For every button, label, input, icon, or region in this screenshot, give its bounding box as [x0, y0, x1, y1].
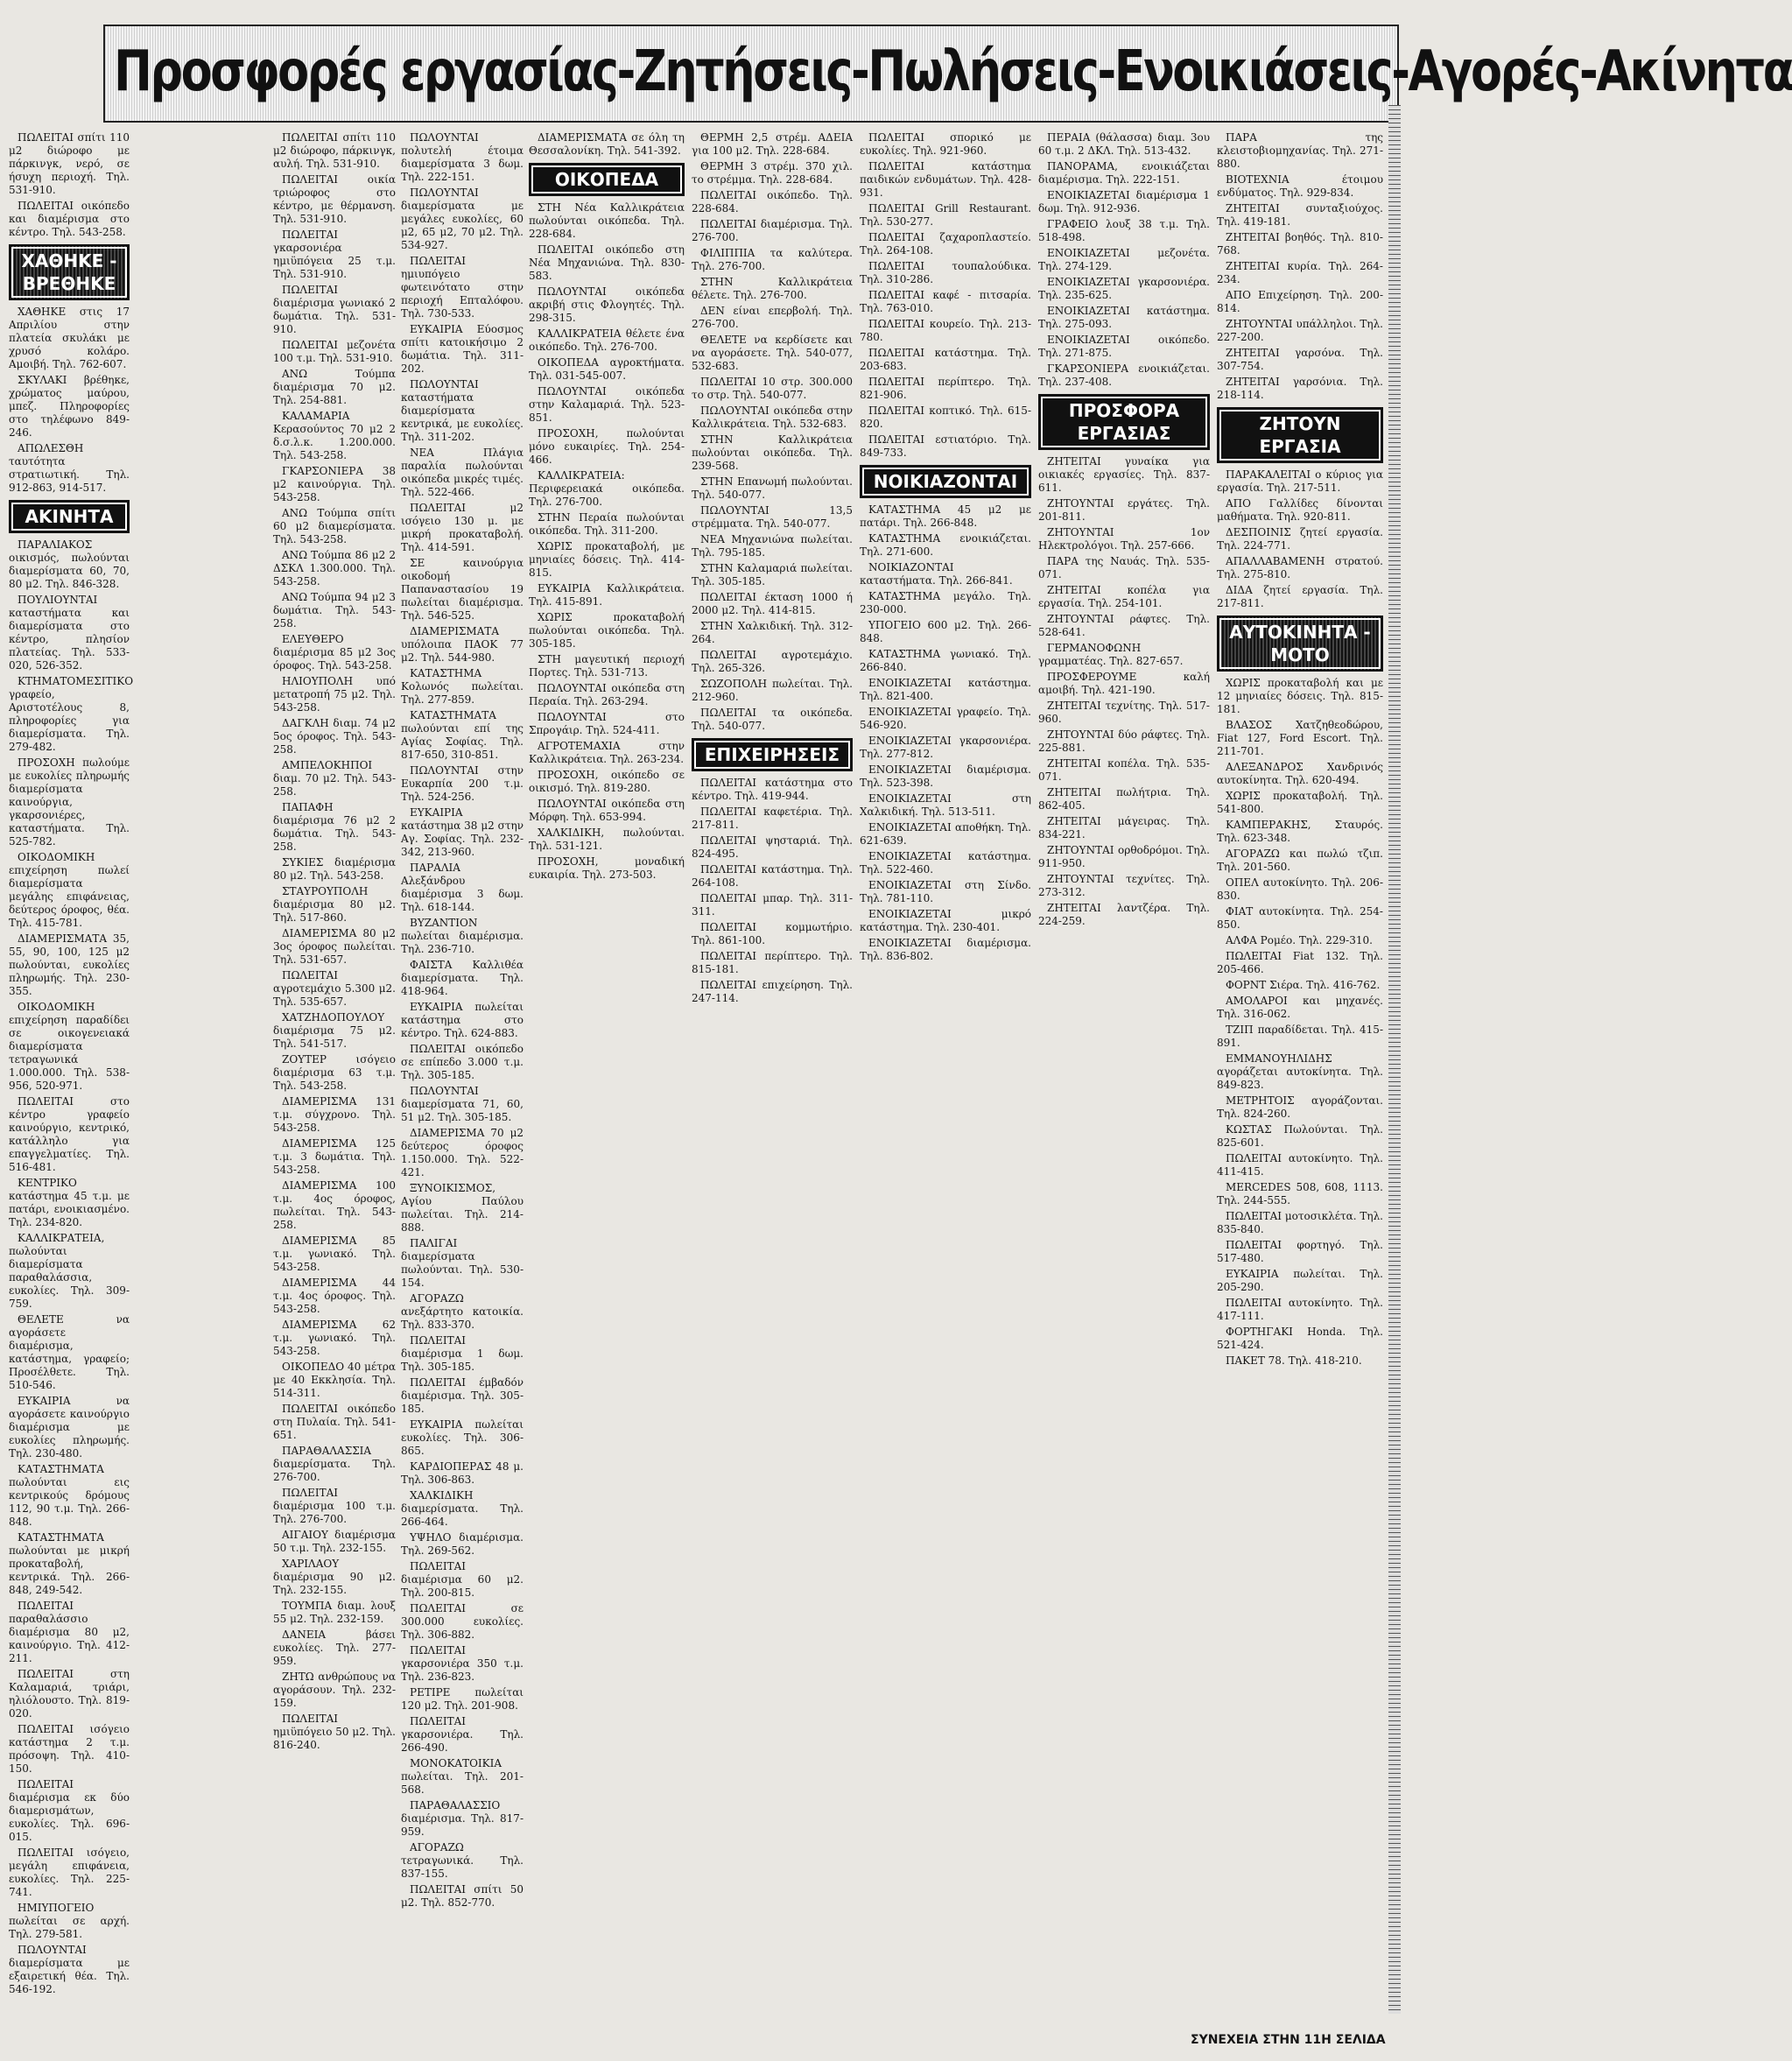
classified-ad: ΣΤΗΝ Επανωμή πωλούνται. Τηλ. 540-077. — [692, 475, 853, 501]
classified-ad: ΠΩΛΕΙΤΑΙ σπορικό με ευκολίες. Τηλ. 921-960. — [860, 131, 1031, 157]
classified-ad: ΒΥΖΑΝΤΙΟΝ πωλείται διαμέρισμα. Τηλ. 236-710. — [401, 917, 524, 955]
classified-ad: ΑΜΠΕΛΟΚΗΠΟΙ διαμ. 70 μ2. Τηλ. 543-258. — [273, 759, 396, 798]
classified-ad: ΠΑΡΑΚΑΛΕΙΤΑΙ ο κύριος για εργασία. Τηλ. 217-511. — [1217, 468, 1383, 494]
classified-ad: ΠΩΛΕΙΤΑΙ διαμέρισμα 100 τ.μ. Τηλ. 276-700. — [273, 1487, 396, 1525]
classified-ad: ΠΩΛΕΙΤΑΙ γκαρσονιέρα. Τηλ. 266-490. — [401, 1715, 524, 1754]
classified-column — [401, 131, 524, 2049]
classified-ad: ΠΡΟΣΦΕΡΟΥΜΕ καλή αμοιβή. Τηλ. 421-190. — [1038, 671, 1210, 696]
classified-ad: ΠΑΚΕΤ 78. Τηλ. 418-210. — [1226, 1354, 1362, 1367]
classified-ad: ΔΙΑΜΕΡΙΣΜΑΤΑ υπόλοιπα ΠΑΟΚ 77 μ2. Τηλ. 544-980. — [401, 625, 524, 664]
classified-ad: ΕΝΟΙΚΙΑΖΕΤΑΙ γκαρσονιέρα. Τηλ. 277-812. — [860, 735, 1031, 760]
classified-ad: ΠΑΡΑΛΙΑΚΟΣ οικισμός, πωλούνται διαμερίσματα 60, 70, 80 μ2. Τηλ. 846-328. — [9, 538, 130, 590]
classified-ad: ΠΩΛΕΙΤΑΙ έμβαδόν διαμέρισμα. Τηλ. 305-185. — [401, 1376, 524, 1415]
classified-ad: ΠΩΛΕΙΤΑΙ μεζονέτα 100 τ.μ. Τηλ. 531-910. — [273, 339, 396, 364]
classified-ad: ΑΠΑΛΛΑΒΑΜΕΝΗ στρατού. Τηλ. 275-810. — [1217, 555, 1383, 580]
classified-ad: ΠΟΥΛΙΟΥΝΤΑΙ καταστήματα και διαμερίσματα στο κέντρο, πλησίον πλατείας. Τηλ. 533-020, 526-352. — [9, 594, 130, 672]
classified-ad: ΝΕΑ Πλάγια παραλία πωλούνται οικόπεδα μικρές τιμές. Τηλ. 522-466. — [401, 447, 524, 498]
classified-ad: ΖΗΤΟΥΝΤΑΙ ράφτες. Τηλ. 528-641. — [1038, 613, 1210, 638]
classified-ad: ΝΕΑ Μηχανιώνα πωλείται. Τηλ. 795-185. — [692, 533, 853, 559]
classified-ad: ΕΝΟΙΚΙΑΖΕΤΑΙ στη Σίνδο. Τηλ. 781-110. — [860, 879, 1031, 904]
side-strip — [1388, 105, 1401, 2014]
classified-ad: ΦΟΡΤΗΓΑΚΙ Honda. Τηλ. 521-424. — [1217, 1326, 1383, 1351]
classified-ad: ΣΤΗ μαγευτική περιοχή Πορτες. Τηλ. 531-713. — [529, 653, 685, 679]
classified-ad: ΑΠΩΛΕΣΘΗ ταυτότητα στρατιωτική. Τηλ. 912-863, 914-517. — [9, 442, 130, 494]
classified-column — [860, 131, 1031, 2049]
classified-ad: ΟΙΚΟΠΕΔΟ 40 μέτρα με 40 Εκκλησία. Τηλ. 514-311. — [273, 1361, 396, 1399]
classified-ad: ΠΩΛΕΙΤΑΙ μοτοσικλέτα. Τηλ. 835-840. — [1217, 1210, 1383, 1235]
classified-ad: ΟΙΚΟΔΟΜΙΚΗ επιχείρηση πωλεί διαμερίσματα μεγάλης επιφάνειας, δεύτερος όροφος, θέα. Τηλ. 415-781. — [9, 851, 130, 929]
classified-ad: ΖΗΤΟΥΝΤΑΙ ορθοδρόμοι. Τηλ. 911-950. — [1038, 844, 1210, 869]
classified-ad: ΣΤΑΥΡΟΥΠΟΛΗ διαμέρισμα 80 μ2. Τηλ. 517-860. — [273, 885, 396, 924]
classified-ad: ΠΩΛΕΙΤΑΙ καφετέρια. Τηλ. 217-811. — [692, 805, 853, 831]
classified-ad: ΠΩΛΟΥΝΤΑΙ στο Σπρογάιρ. Τηλ. 524-411. — [529, 711, 685, 736]
classified-ad: ΔΕΝ είναι επερβολή. Τηλ. 276-700. — [692, 305, 853, 330]
classified-ad: ΠΩΛΕΙΤΑΙ τουπαλούδικα. Τηλ. 310-286. — [860, 260, 1031, 285]
classified-ad: ΠΩΛΕΙΤΑΙ διαμέρισμα 60 μ2. Τηλ. 200-815. — [401, 1560, 524, 1599]
classified-ad: ΦΑΙΣΤΑ Καλλιθέα διαμερίσματα. Τηλ. 418-964. — [401, 959, 524, 997]
classified-ad: ΟΙΚΟΔΟΜΙΚΗ επιχείρηση παραδίδει σε οικογενειακά διαμερίσματα τετραγωνικά 1.000.000. Τηλ. 538-956, 520-971. — [9, 1001, 130, 1092]
classified-ad: ΕΥΚΑΙΡΙΑ Εύοσμος σπίτι κατοικήσιμο 2 δωμάτια. Τηλ. 311-202. — [401, 323, 524, 375]
classified-ad: ΕΝΟΙΚΙΑΖΕΤΑΙ μεζονέτα. Τηλ. 274-129. — [1038, 247, 1210, 272]
classified-ad: ΠΩΛΕΙΤΑΙ κατάστημα. Τηλ. 203-683. — [860, 347, 1031, 372]
banner-title: Προσφορές εργασίας-Ζητήσεις-Πωλήσεις-Ενοικιάσεις-Αγορές-Ακίνητα — [114, 39, 1792, 104]
classified-ad: ΧΑΛΚΙΔΙΚΗ διαμερίσματα. Τηλ. 266-464. — [401, 1489, 524, 1528]
classified-ad: ΔΙΔΑ ζητεί εργασία. Τηλ. 217-811. — [1217, 584, 1383, 609]
classified-ad: ΑΠΟ Γαλλίδες δίνονται μαθήματα. Τηλ. 920-811. — [1217, 497, 1383, 523]
classified-ad: ΠΩΛΕΙΤΑΙ οικόπεδο στη Πυλαία. Τηλ. 541-651. — [273, 1403, 396, 1441]
classified-ad: ΔΙΑΜΕΡΙΣΜΑ 85 τ.μ. γωνιακό. Τηλ. 543-258. — [273, 1234, 396, 1273]
classified-ad: ΣΤΗ Νέα Καλλικράτεια πωλούνται οικόπεδα. Τηλ. 228-684. — [529, 201, 685, 240]
classified-ad: ΖΗΤΕΙΤΑΙ πωλήτρια. Τηλ. 862-405. — [1038, 786, 1210, 812]
classified-ad: ΠΩΛΕΙΤΑΙ ημιϋπόγειο 50 μ2. Τηλ. 816-240. — [273, 1713, 396, 1751]
classified-ad: ΣΕ καινούργια οικοδομή Παπαναστασίου 19 πωλείται διαμέρισμα. Τηλ. 546-525. — [401, 557, 524, 622]
classified-ad: ΑΓΡΟΤΕΜΑΧΙΑ στην Καλλικράτεια. Τηλ. 263-234. — [529, 740, 685, 765]
classified-ad: ΘΕΡΜΗ 3 στρέμ. 370 χιλ. το στρέμμα. Τηλ. 228-684. — [692, 160, 853, 186]
classified-ad: ΠΩΛΕΙΤΑΙ ζαχαροπλαστείο. Τηλ. 264-108. — [860, 231, 1031, 257]
classified-ad: ΣΤΗΝ Περαία πωλούνται οικόπεδα. Τηλ. 311-200. — [529, 511, 685, 537]
classified-ad: ΠΩΛΕΙΤΑΙ καφέ - πιτσαρία. Τηλ. 763-010. — [860, 289, 1031, 314]
classified-ad: ΕΥΚΑΙΡΙΑ κατάστημα 38 μ2 στην Αγ. Σοφίας. Τηλ. 232-342, 213-960. — [401, 806, 524, 858]
classified-ad: ΠΩΛΕΙΤΑΙ περίπτερο. Τηλ. 821-906. — [860, 376, 1031, 401]
classified-ad: ΠΩΛΕΙΤΑΙ φορτηγό. Τηλ. 517-480. — [1217, 1239, 1383, 1264]
classified-ad: ΚΑΤΑΣΤΗΜΑΤΑ πωλούνται εις κεντρικούς δρόμους 112, 90 τ.μ. Τηλ. 266-848. — [9, 1463, 130, 1528]
classified-ad: ΕΥΚΑΙΡΙΑ πωλείται ευκολίες. Τηλ. 306-865. — [401, 1418, 524, 1457]
classified-ad: ΖΗΤΕΙΤΑΙ κοπέλα για εργασία. Τηλ. 254-101. — [1038, 584, 1210, 609]
classified-ad: ΜΟΝΟΚΑΤΟΙΚΙΑ πωλείται. Τηλ. 201-568. — [401, 1757, 524, 1796]
classified-ad: ΚΑΤΑΣΤΗΜΑΤΑ πωλούνται με μικρή προκαταβολή, κεντρικά. Τηλ. 266-848, 249-542. — [9, 1531, 130, 1596]
classified-ad: ΔΙΑΜΕΡΙΣΜΑ 70 μ2 δεύτερος όροφος 1.150.000. Τηλ. 522-421. — [401, 1127, 524, 1178]
classified-ad: ΠΩΛΟΥΝΤΑΙ διαμερίσματα με εξαιρετική θέα. Τηλ. 546-192. — [9, 1944, 130, 1995]
classified-ad: ΣΤΗΝ Καλαμαριά πωλείται. Τηλ. 305-185. — [692, 562, 853, 587]
section-heading-businesses: ΕΠΙΧΕΙΡΗΣΕΙΣ — [692, 738, 853, 771]
classified-ad: ΠΩΛΕΙΤΑΙ οικόπεδο και διαμέρισμα στο κέντρο. Τηλ. 543-258. — [9, 200, 130, 238]
classified-ad: ΞΥΝΟΙΚΙΣΜΟΣ, Αγίου Παύλου πωλείται. Τηλ. 214-888. — [401, 1182, 524, 1234]
classified-ad: ΔΕΣΠΟΙΝΙΣ ζητεί εργασία. Τηλ. 224-771. — [1217, 526, 1383, 552]
classified-ad: ΕΝΟΙΚΙΑΖΕΤΑΙ κατάστημα. Τηλ. 821-400. — [860, 677, 1031, 702]
classified-ad: ΖΗΤΕΙΤΑΙ κοπέλα. Τηλ. 535-071. — [1038, 757, 1210, 783]
classified-ad: ΔΙΑΜΕΡΙΣΜΑΤΑ 35, 55, 90, 100, 125 μ2 πωλούνται, ευκολίες πληρωμής. Τηλ. 230-355. — [9, 932, 130, 997]
classified-ad: ΧΑΡΙΛΑΟΥ διαμέρισμα 90 μ2. Τηλ. 232-155. — [273, 1558, 396, 1596]
classified-ad: ΥΨΗΛΟ διαμέρισμα. Τηλ. 269-562. — [401, 1531, 524, 1557]
classified-ad: ΔΙΑΜΕΡΙΣΜΑ 125 τ.μ. 3 δωμάτια. Τηλ. 543-258. — [273, 1137, 396, 1176]
classified-ad: ΓΕΡΜΑΝΟΦΩΝΗ γραμματέας. Τηλ. 827-657. — [1038, 642, 1184, 667]
classified-ad: ΠΩΛΟΥΝΤΑΙ οικόπεδα ακριβή στις Φλογητές. Τηλ. 298-315. — [529, 285, 685, 324]
classified-ad: ΠΩΛΕΙΤΑΙ στη Καλαμαριά, τριάρι, ηλιόλουστο. Τηλ. 819-020. — [9, 1668, 130, 1720]
classified-ad: ΣΤΗΝ Χαλκιδική. Τηλ. 312-264. — [692, 620, 853, 645]
classified-ad: ΠΩΛΕΙΤΑΙ κομμωτήριο. Τηλ. 861-100. — [692, 921, 853, 946]
classified-ad: ΣΚΥΛΑΚΙ βρέθηκε, χρώματος μαύρου, μπεζ. Πληροφορίες στο τηλέφωνο 849-246. — [9, 374, 130, 439]
classified-ad: ΘΕΡΜΗ 2,5 στρέμ. ΑΔΕΙΑ για 100 μ2. Τηλ. 228-684. — [692, 131, 853, 157]
classified-ad: ΚΑΤΑΣΤΗΜΑ μεγάλο. Τηλ. 230-000. — [860, 590, 1031, 615]
classified-ad: ΠΡΟΣΟΧΗ, πωλούνται μόνο ευκαιρίες. Τηλ. 254-466. — [529, 427, 685, 466]
classified-ad: ΑΓΟΡΑΖΩ τετραγωνικά. Τηλ. 837-155. — [401, 1841, 524, 1880]
section-heading-job-seek: ΖΗΤΟΥΝ ΕΡΓΑΣΙΑ — [1217, 407, 1383, 463]
classified-ad: ΕΝΟΙΚΙΑΖΕΤΑΙ γκαρσονιέρα. Τηλ. 235-625. — [1038, 276, 1210, 301]
classified-ad: ΠΩΛΟΥΝΤΑΙ πολυτελή έτοιμα διαμερίσματα 3 δωμ. Τηλ. 222-151. — [401, 131, 524, 183]
classified-ad: ΠΩΛΕΙΤΑΙ κοπτικό. Τηλ. 615-820. — [860, 404, 1031, 430]
classified-ad: ΕΝΟΙΚΙΑΖΕΤΑΙ στη Χαλκιδική. Τηλ. 513-511. — [860, 792, 1031, 818]
classified-ad: ΓΚΑΡΣΟΝΙΕΡΑ 38 μ2 καινούργια. Τηλ. 543-258. — [273, 465, 396, 503]
classified-ad: ΠΩΛΟΥΝΤΑΙ καταστήματα διαμερίσματα κεντρικά, με ευκολίες. Τηλ. 311-202. — [401, 378, 524, 443]
classified-ad: ΖΟΥΤΕΡ ισόγειο διαμέρισμα 63 τ.μ. Τηλ. 543-258. — [273, 1053, 396, 1092]
classified-ad: ΠΩΛΕΙΤΑΙ κουρείο. Τηλ. 213-780. — [860, 318, 1031, 343]
classified-ad: ΧΩΡΙΣ προκαταβολή και με 12 μηνιαίες δόσεις. Τηλ. 815-181. — [1217, 677, 1383, 715]
classified-ad: ΠΩΛΟΥΝΤΑΙ 13,5 στρέμματα. Τηλ. 540-077. — [692, 504, 853, 530]
classified-ad: ΕΛΕΥΘΕΡΟ διαμέρισμα 85 μ2 3ος όροφος. Τηλ. 543-258. — [273, 633, 396, 672]
classified-ad: ΦΙΛΙΠΠΙΑ τα καλύτερα. Τηλ. 276-700. — [692, 247, 853, 272]
classified-ad: ΠΑΡΑ της Ναυάς. Τηλ. 535-071. — [1038, 555, 1210, 580]
classified-ad: ΠΩΛΕΙΤΑΙ εστιατόριο. Τηλ. 849-733. — [860, 433, 1031, 459]
classified-column — [692, 131, 853, 2049]
classified-column — [1217, 131, 1383, 2049]
classified-ad: ΕΝΟΙΚΙΑΖΕΤΑΙ μικρό κατάστημα. Τηλ. 230-401. — [860, 908, 1031, 933]
classified-ad: ΑΝΩ Τούμπα σπίτι 60 μ2 διαμερίσματα. Τηλ. 543-258. — [273, 507, 396, 545]
classified-ad: ΠΑΡΑ της κλειστοβιομηχανίας. Τηλ. 271-880. — [1217, 131, 1383, 170]
classified-ad: ΔΙΑΜΕΡΙΣΜΑΤΑ σε όλη τη Θεσσαλονίκη. Τηλ. 541-392. — [529, 131, 685, 157]
classified-ad: ΕΝΟΙΚΙΑΖΕΤΑΙ αποθήκη. Τηλ. 621-639. — [860, 821, 1031, 847]
classified-ad: ΖΗΤΟΥΝΤΑΙ εργάτες. Τηλ. 201-811. — [1038, 497, 1210, 523]
classified-ad: ΔΑΓΚΛΗ διαμ. 74 μ2 5ος όροφος. Τηλ. 543-258. — [273, 717, 396, 756]
classified-ad: ΠΩΛΕΙΤΑΙ κατάστημα στο κέντρο. Τηλ. 419-944. — [692, 777, 853, 802]
classified-column — [1038, 131, 1210, 2049]
classified-ad: ΒΙΟΤΕΧΝΙΑ έτοιμου ενδύματος. Τηλ. 929-834. — [1217, 173, 1383, 199]
classified-ad: ΔΙΑΜΕΡΙΣΜΑ 62 τ.μ. γωνιακό. Τηλ. 543-258. — [273, 1319, 396, 1357]
classified-ad: ΚΑΤΑΣΤΗΜΑΤΑ πωλούνται επί της Αγίας Σοφίας. Τηλ. 817-650, 310-851. — [401, 709, 524, 761]
classified-ad: ΖΗΤΕΙΤΑΙ μάγειρας. Τηλ. 834-221. — [1038, 815, 1210, 841]
classified-ad: ΕΜΜΑΝΟΥΗΛΙΔΗΣ αγοράζεται αυτοκίνητα. Τηλ. 849-823. — [1217, 1052, 1383, 1091]
continued-note: ΣΥΝΕΧΕΙΑ ΣΤΗΝ 11Η ΣΕΛΙΔΑ — [1191, 2033, 1386, 2047]
classified-ad: ΠΩΛΟΥΝΤΑΙ οικόπεδα στην Καλλικράτεια. Τηλ. 532-683. — [692, 404, 853, 430]
classified-ad: ΠΡΟΣΟΧΗ, οικόπεδο σε οικισμό. Τηλ. 819-280. — [529, 769, 685, 794]
classified-ad: ΦΟΡΝΤ Σιέρα. Τηλ. 416-762. — [1226, 979, 1381, 991]
classified-ad: ΠΩΛΕΙΤΑΙ σπίτι 110 μ2 διώροφο, πάρκινγκ, αυλή. Τηλ. 531-910. — [273, 131, 396, 170]
classified-ad: ΑΓΟΡΑΖΩ και πωλώ τζιπ. Τηλ. 201-560. — [1217, 848, 1383, 873]
classified-ad: ΔΙΑΜΕΡΙΣΜΑ 131 τ.μ. σύγχρονο. Τηλ. 543-258. — [273, 1095, 396, 1134]
classified-ad: ΠΑΠΑΦΗ διαμέρισμα 76 μ2 2 δωμάτια. Τηλ. 543-258. — [273, 801, 396, 853]
classified-ad: ΧΩΡΙΣ προκαταβολή πωλούνται οικόπεδα. Τηλ. 305-185. — [529, 611, 685, 650]
classified-ad: ΔΙΑΜΕΡΙΣΜΑ 100 τ.μ. 4ος όροφος, πωλείται. Τηλ. 543-258. — [273, 1179, 396, 1231]
classified-ad: ΖΗΤΩ ανθρώπους να αγοράσουν. Τηλ. 232-159. — [273, 1671, 396, 1709]
classified-ad: ΠΩΛΕΙΤΑΙ διαμέρισμα γωνιακό 2 δωμάτια. Τηλ. 531-910. — [273, 284, 396, 335]
classified-ad: ΑΛΕΞΑΝΔΡΟΣ Χανδρινός αυτοκίνητα. Τηλ. 620-494. — [1217, 761, 1383, 786]
classified-ad: ΡΕΤΙΡΕ πωλείται 120 μ2. Τηλ. 201-908. — [401, 1686, 524, 1712]
classified-ad: ΣΩΖΟΠΟΛΗ πωλείται. Τηλ. 212-960. — [692, 678, 853, 703]
classified-ad: ΚΑΛΛΙΚΡΑΤΕΙΑ, πωλούνται διαμερίσματα παραθαλάσσια, ευκολίες. Τηλ. 309-759. — [9, 1232, 130, 1310]
classified-ad: ΕΝΟΙΚΙΑΖΕΤΑΙ γραφείο. Τηλ. 546-920. — [860, 706, 1031, 731]
classified-ad: ΠΩΛΕΙΤΑΙ αυτοκίνητο. Τηλ. 417-111. — [1217, 1297, 1383, 1322]
classified-ad: ΕΝΟΙΚΙΑΖΕΤΑΙ διαμέρισμα. Τηλ. 836-802. — [860, 937, 1031, 962]
classified-ad: ΠΩΛΕΙΤΑΙ Grill Restaurant. Τηλ. 530-277. — [860, 202, 1031, 228]
classified-ad: ΧΩΡΙΣ προκαταβολή, με μηνιαίες δόσεις. Τηλ. 414-815. — [529, 540, 685, 579]
classified-ad: ΠΩΛΕΙΤΑΙ σε 300.000 ευκολίες. Τηλ. 306-882. — [401, 1602, 524, 1641]
classified-ad: ΔΙΑΜΕΡΙΣΜΑ 44 τ.μ. 4ος όροφος. Τηλ. 543-258. — [273, 1277, 396, 1315]
classified-ad: ΜΕΤΡΗΤΟΙΣ αγοράζονται. Τηλ. 824-260. — [1217, 1094, 1383, 1120]
classified-ad: ΠΑΡΑΛΙΑ Αλεξάνδρου διαμέρισμα 3 δωμ. Τηλ. 618-144. — [401, 862, 524, 913]
classified-ad: ΠΑΡΑΘΑΛΑΣΣΙΟ διαμέρισμα. Τηλ. 817-959. — [401, 1799, 524, 1838]
classified-ad: ΚΑΡΔΙΟΠΕΡΑΣ 48 μ. Τηλ. 306-863. — [401, 1460, 524, 1486]
classified-ad: ΚΤΗΜΑΤΟΜΕΣΙΤΙΚΟ γραφείο, Αριστοτέλους 8, πληροφορίες για διαμερίσματα. Τηλ. 279-482. — [9, 675, 134, 753]
classified-ad: ΚΩΣΤΑΣ Πωλούνται. Τηλ. 825-601. — [1217, 1123, 1383, 1149]
classified-ad: ΖΗΤΟΥΝΤΑΙ υπάλληλοι. Τηλ. 227-200. — [1217, 318, 1383, 343]
classified-ad: ΑΝΩ Τούμπα 86 μ2 2 ΔΣΚΛ 1.300.000. Τηλ. 543-258. — [273, 549, 396, 587]
classified-ad: ΠΩΛΕΙΤΑΙ ισόγειο, μεγάλη επιφάνεια, ευκολίες. Τηλ. 225-741. — [9, 1846, 130, 1898]
classified-ad: ΕΥΚΑΙΡΙΑ πωλείται. Τηλ. 205-290. — [1217, 1268, 1383, 1293]
classified-ad: ΚΑΤΑΣΤΗΜΑ 45 μ2 με πατάρι. Τηλ. 266-848. — [860, 503, 1031, 529]
classified-ad: ΧΑΛΚΙΔΙΚΗ, πωλούνται. Τηλ. 531-121. — [529, 827, 685, 852]
classified-ad: ΕΥΚΑΙΡΙΑ να αγοράσετε καινούργιο διαμέρισμα με ευκολίες πληρωμής. Τηλ. 230-480. — [9, 1395, 130, 1460]
classified-ad: ΖΗΤΕΙΤΑΙ λαντζέρα. Τηλ. 224-259. — [1038, 902, 1210, 927]
classified-ad: ΚΑΤΑΣΤΗΜΑ γωνιακό. Τηλ. 266-840. — [860, 648, 1031, 673]
section-heading-real-estate: ΑΚΙΝΗΤΑ — [9, 500, 130, 533]
classified-ad: ΠΕΡΑΙΑ (θάλασσα) διαμ. 3ου 60 τ.μ. 2 ΔΚΛ. Τηλ. 513-432. — [1038, 131, 1210, 157]
section-heading-lost-found: ΧΑΘΗΚΕ - ΒΡΕΘΗΚΕ — [9, 244, 130, 300]
classified-ad: ΠΩΛΕΙΤΑΙ διαμέρισμα εκ δύο διαμερισμάτων, ευκολίες. Τηλ. 696-015. — [9, 1778, 130, 1843]
classified-column — [529, 131, 685, 2049]
classified-ad: ΠΩΛΕΙΤΑΙ παραθαλάσσιο διαμέρισμα 80 μ2, καινούργιο. Τηλ. 412-211. — [9, 1600, 130, 1664]
classified-ad: ΣΤΗΝ Καλλικράτεια θέλετε. Τηλ. 276-700. — [692, 276, 853, 301]
classified-ad: ΣΥΚΙΕΣ διαμέρισμα 80 μ2. Τηλ. 543-258. — [273, 856, 396, 882]
classified-ad: ΚΑΤΑΣΤΗΜΑ ενοικιάζεται. Τηλ. 271-600. — [860, 532, 1031, 558]
classified-ad: ΑΛΦΑ Ρομέο. Τηλ. 229-310. — [1226, 934, 1373, 946]
classified-column — [273, 131, 396, 2049]
section-heading-plots: ΟΙΚΟΠΕΔΑ — [529, 163, 685, 196]
classified-ad: ΖΗΤΕΙΤΑΙ συνταξιούχος. Τηλ. 419-181. — [1217, 202, 1383, 228]
classified-ad: ΖΗΤΕΙΤΑΙ κυρία. Τηλ. 264-234. — [1217, 260, 1383, 285]
classified-ad: ΚΑΛΑΜΑΡΙΑ Κερασούντος 70 μ2 2 δ.σ.λ.κ. 1.200.000. Τηλ. 543-258. — [273, 410, 396, 461]
classified-ad: ΠΩΛΕΙΤΑΙ σπίτι 50 μ2. Τηλ. 852-770. — [401, 1883, 524, 1909]
classified-ad: ΠΑΛΙΓΑΙ διαμερίσματα πωλούνται. Τηλ. 530-154. — [401, 1237, 524, 1289]
section-heading-job-offer: ΠΡΟΣΦΟΡΑ ΕΡΓΑΣΙΑΣ — [1038, 394, 1210, 450]
classified-ad: ΠΑΝΟΡΑΜΑ, ενοικιάζεται διαμέρισμα. Τηλ. 222-151. — [1038, 160, 1210, 186]
classified-ad: ΕΝΟΙΚΙΑΖΕΤΑΙ διαμέρισμα 1 δωμ. Τηλ. 912-936. — [1038, 189, 1210, 215]
classified-ad: ΠΩΛΟΥΝΤΑΙ διαμερίσματα με μεγάλες ευκολίες, 60 μ2, 65 μ2, 70 μ2. Τηλ. 534-927. — [401, 186, 524, 251]
classified-column — [9, 131, 134, 2049]
classified-ad: ΠΩΛΕΙΤΑΙ μπαρ. Τηλ. 311-311. — [692, 892, 853, 918]
classified-ad: ΕΥΚΑΙΡΙΑ πωλείται κατάστημα στο κέντρο. Τηλ. 624-883. — [401, 1001, 524, 1039]
classified-ad: ΠΩΛΕΙΤΑΙ ψησταριά. Τηλ. 824-495. — [692, 834, 853, 860]
classified-ad: ΔΙΑΜΕΡΙΣΜΑ 80 μ2 3ος όροφος πωλείται. Τηλ. 531-657. — [273, 927, 396, 966]
classified-ad: ΖΗΤΟΥΝΤΑΙ τεχνίτες. Τηλ. 273-312. — [1038, 873, 1210, 898]
classified-ad: ΧΩΡΙΣ προκαταβολή. Τηλ. 541-800. — [1217, 790, 1383, 815]
classified-ad: ΕΥΚΑΙΡΙΑ Καλλικράτεια. Τηλ. 415-891. — [529, 582, 685, 608]
classified-ad: ΑΜΟΛΑΡΟΙ και μηχανές. Τηλ. 316-062. — [1217, 995, 1383, 1020]
classified-ad: ΥΠΟΓΕΙΟ 600 μ2. Τηλ. 266-848. — [860, 619, 1031, 644]
classified-ad: ΠΩΛΕΙΤΑΙ κατάστημα παιδικών ενδυμάτων. Τηλ. 428-931. — [860, 160, 1031, 199]
classified-ad: ΠΡΟΣΟΧΗ πωλούμε με ευκολίες πληρωμής διαμερίσματα καινούργια, γκαρσονιέρες, καταστήματα. Τηλ. 525-782. — [9, 756, 130, 848]
classified-ad: ΠΑΡΑΘΑΛΑΣΣΙΑ διαμερίσματα. Τηλ. 276-700. — [273, 1445, 396, 1483]
classified-ad: ΕΝΟΙΚΙΑΖΕΤΑΙ διαμέρισμα. Τηλ. 523-398. — [860, 763, 1031, 789]
classified-ad: ΓΡΑΦΕΙΟ λουξ 38 τ.μ. Τηλ. 518-498. — [1038, 218, 1210, 243]
classified-ad: ΠΩΛΕΙΤΑΙ αυτοκίνητο. Τηλ. 411-415. — [1217, 1152, 1383, 1178]
classified-ad: ΠΩΛΕΙΤΑΙ οικόπεδο. Τηλ. 228-684. — [692, 189, 853, 215]
classified-ad: ΠΩΛΕΙΤΑΙ κατάστημα. Τηλ. 264-108. — [692, 863, 853, 889]
classified-ad: ΣΤΗΝ Καλλικράτεια πωλούνται οικόπεδα. Τηλ. 239-568. — [692, 433, 853, 472]
classified-ad: ΠΩΛΕΙΤΑΙ διαμέρισμα 1 δωμ. Τηλ. 305-185. — [401, 1334, 524, 1373]
classified-ad: ΘΕΛΕΤΕ να αγοράσετε διαμέρισμα, κατάστημα, γραφείο; Προσέλθετε. Τηλ. 510-546. — [9, 1313, 130, 1391]
classified-ad: ΤΖΙΠ παραδίδεται. Τηλ. 415-891. — [1217, 1023, 1383, 1049]
classified-ad: ΑΝΩ Τούμπα διαμέρισμα 70 μ2. Τηλ. 254-881. — [273, 368, 396, 406]
classified-ad: ΟΠΕΛ αυτοκίνητο. Τηλ. 206-830. — [1217, 876, 1383, 902]
classified-ad: ΖΗΤΕΙΤΑΙ γυναίκα για οικιακές εργασίες. Τηλ. 837-611. — [1038, 455, 1210, 494]
classified-ad: ΤΟΥΜΠΑ διαμ. λουξ 55 μ2. Τηλ. 232-159. — [273, 1600, 396, 1625]
classified-ad: ΠΩΛΟΥΝΤΑΙ οικόπεδα στη Μόρφη. Τηλ. 653-994. — [529, 798, 685, 823]
classified-ad: ΠΩΛΕΙΤΑΙ οικόπεδο σε επίπεδο 3.000 τ.μ. Τηλ. 305-185. — [401, 1043, 524, 1081]
classified-ad: ΠΩΛΕΙΤΑΙ επιχείρηση. Τηλ. 247-114. — [692, 979, 853, 1004]
classified-ad: ΠΩΛΕΙΤΑΙ αγροτεμάχιο 5.300 μ2. Τηλ. 535-657. — [273, 969, 396, 1008]
classified-ad: ΠΩΛΕΙΤΑΙ τα οικόπεδα. Τηλ. 540-077. — [692, 707, 853, 732]
section-heading-cars: ΑΥΤΟΚΙΝΗΤΑ - ΜΟΤΟ — [1217, 615, 1383, 672]
classified-ad: ΠΩΛΕΙΤΑΙ οικόπεδο στη Νέα Μηχανιώνα. Τηλ. 830-583. — [529, 243, 685, 282]
classified-ad: ΠΩΛΕΙΤΑΙ γκαρσονιέρα 350 τ.μ. Τηλ. 236-823. — [401, 1644, 524, 1683]
classified-ad: ΖΗΤΕΙΤΑΙ γαρσόνια. Τηλ. 218-114. — [1217, 376, 1383, 401]
page-banner — [103, 25, 1792, 123]
classified-ad: ΖΗΤΕΙΤΑΙ τεχνίτης. Τηλ. 517-960. — [1038, 700, 1210, 725]
classified-ad: ΔΑΝΕΙΑ βάσει ευκολίες. Τηλ. 277-959. — [273, 1628, 396, 1667]
classified-ad: ΖΗΤΕΙΤΑΙ βοηθός. Τηλ. 810-768. — [1217, 231, 1383, 257]
classified-ad: ΠΩΛΕΙΤΑΙ ημιυπόγειο φωτεινότατο στην περιοχή Επταλόφου. Τηλ. 730-533. — [401, 255, 524, 320]
classified-ad: ΕΝΟΙΚΙΑΖΕΤΑΙ οικόπεδο. Τηλ. 271-875. — [1038, 334, 1210, 359]
classified-ad: ΑΙΓΑΙΟΥ διαμέρισμα 50 τ.μ. Τηλ. 232-155. — [273, 1529, 396, 1554]
classified-ad: ΒΛΑΣΟΣ Χατζηθεοδώρου, Fiat 127, Ford Escort. Τηλ. 211-701. — [1217, 719, 1383, 757]
classified-ad: ΑΠΟ Επιχείρηση. Τηλ. 200-814. — [1217, 289, 1383, 314]
classified-ad: ΠΩΛΕΙΤΑΙ αγροτεμάχιο. Τηλ. 265-326. — [692, 649, 853, 674]
classified-ad: ΦΙΑΤ αυτοκίνητα. Τηλ. 254-850. — [1217, 905, 1383, 931]
classified-ad: ΝΟΙΚΙΑΖΟΝΤΑΙ καταστήματα. Τηλ. 266-841. — [860, 561, 1013, 587]
classified-ad: ΠΩΛΕΙΤΑΙ έκταση 1000 ή 2000 μ2. Τηλ. 414-815. — [692, 591, 853, 616]
classified-ad: ΠΩΛΕΙΤΑΙ διαμέρισμα. Τηλ. 276-700. — [692, 218, 853, 243]
classified-ad: ΑΝΩ Τούμπα 94 μ2 3 δωμάτια. Τηλ. 543-258. — [273, 591, 396, 630]
classified-ad: ΧΑΤΖΗΔΟΠΟΥΛΟΥ διαμέρισμα 75 μ2. Τηλ. 541-517. — [273, 1011, 396, 1050]
classified-ad: ΖΗΤΟΥΝΤΑΙ 1ον Ηλεκτρολόγοι. Τηλ. 257-666. — [1038, 526, 1210, 552]
classified-ad: ΠΩΛΟΥΝΤΑΙ οικόπεδα στην Καλαμαριά. Τηλ. 523-851. — [529, 385, 685, 424]
classified-ad: ΠΩΛΕΙΤΑΙ ισόγειο κατάστημα 2 τ.μ. πρόσοψη. Τηλ. 410-150. — [9, 1723, 130, 1775]
classified-ad: ΕΝΟΙΚΙΑΖΕΤΑΙ κατάστημα. Τηλ. 522-460. — [860, 850, 1031, 876]
classified-ad: ΚΑΤΑΣΤΗΜΑ Κολωνός πωλείται. Τηλ. 277-859. — [401, 667, 524, 706]
classified-ad: ΖΗΤΕΙΤΑΙ γαρσόνα. Τηλ. 307-754. — [1217, 347, 1383, 372]
classified-ad: ΓΚΑΡΣΟΝΙΕΡΑ ενοικιάζεται. Τηλ. 237-408. — [1038, 362, 1210, 388]
classified-ad: ΚΕΝΤΡΙΚΟ κατάστημα 45 τ.μ. με πατάρι, ενοικιασμένο. Τηλ. 234-820. — [9, 1177, 130, 1228]
classified-ad: ΚΑΛΛΙΚΡΑΤΕΙΑ: Περιφερειακά οικόπεδα. Τηλ. 276-700. — [529, 469, 685, 508]
classified-ad: ΚΑΜΠΕΡΑΚΗΣ, Σταυρός. Τηλ. 623-348. — [1217, 819, 1383, 844]
classified-ad: ΠΩΛΕΙΤΑΙ γκαρσονιέρα ημιϋπόγεια 25 τ.μ. Τηλ. 531-910. — [273, 229, 396, 280]
classified-ad: ΠΩΛΕΙΤΑΙ περίπτερο. Τηλ. 815-181. — [692, 950, 853, 975]
classified-ad: ΠΩΛΕΙΤΑΙ οικία τριώροφος στο κέντρο, με θέρμανση. Τηλ. 531-910. — [273, 173, 396, 225]
classified-ad: ΠΩΛΕΙΤΑΙ στο κέντρο γραφείο καινούργιο, κεντρικό, κατάλληλο για επαγγελματίες. Τηλ. 516-481. — [9, 1095, 130, 1173]
classified-ad: ΚΑΛΛΙΚΡΑΤΕΙΑ θέλετε ένα οικόπεδο. Τηλ. 276-700. — [529, 327, 685, 353]
classified-ad: ΠΩΛΕΙΤΑΙ Fiat 132. Τηλ. 205-466. — [1217, 950, 1383, 975]
classified-ad: ΕΝΟΙΚΙΑΖΕΤΑΙ κατάστημα. Τηλ. 275-093. — [1038, 305, 1210, 330]
classified-ad: ΠΩΛΟΥΝΤΑΙ στην Ευκαρπία 200 τ.μ. Τηλ. 524-256. — [401, 764, 524, 803]
classified-ad: ΗΜΙΥΠΟΓΕΙΟ πωλείται σε αρχή. Τηλ. 279-581. — [9, 1902, 130, 1940]
classified-ad: ΘΕΛΕΤΕ να κερδίσετε και να αγοράσετε. Τηλ. 540-077, 532-683. — [692, 334, 853, 372]
classified-ad: ΠΩΛΟΥΝΤΑΙ διαμερίσματα 71, 60, 51 μ2. Τηλ. 305-185. — [401, 1085, 524, 1123]
section-heading-for-rent: ΝΟΙΚΙΑΖΟΝΤΑΙ — [860, 465, 1031, 498]
classified-ad: ΖΗΤΟΥΝΤΑΙ δύο ράφτες. Τηλ. 225-881. — [1038, 728, 1210, 754]
classified-ad: MERCEDES 508, 608, 1113. Τηλ. 244-555. — [1217, 1181, 1383, 1206]
classified-ad: ΠΡΟΣΟΧΗ, μοναδική ευκαιρία. Τηλ. 273-503. — [529, 855, 685, 881]
classified-ad: ΟΙΚΟΠΕΔΑ αγροκτήματα. Τηλ. 031-545-007. — [529, 356, 685, 382]
classified-ad: ΧΑΘΗΚΕ στις 17 Απριλίου στην πλατεία σκυλάκι με χρυσό κολάρο. Αμοιβή. Τηλ. 762-607. — [9, 306, 130, 370]
classified-ad: ΠΩΛΕΙΤΑΙ σπίτι 110 μ2 διώροφο με πάρκινγκ, νερό, σε ήσυχη περιοχή. Τηλ. 531-910. — [9, 131, 130, 196]
classified-ad: ΠΩΛΕΙΤΑΙ 10 στρ. 300.000 το στρ. Τηλ. 540-077. — [692, 376, 853, 401]
classified-ad: ΗΛΙΟΥΠΟΛΗ υπό μετατροπή 75 μ2. Τηλ. 543-258. — [273, 675, 396, 714]
classified-ad: ΠΩΛΕΙΤΑΙ μ2 ισόγειο 130 μ. με μικρή προκαταβολή. Τηλ. 414-591. — [401, 502, 524, 553]
classified-ad: ΑΓΟΡΑΖΩ ανεξάρτητο κατοικία. Τηλ. 833-370. — [401, 1292, 524, 1331]
classified-ad: ΠΩΛΟΥΝΤΑΙ οικόπεδα στη Περαία. Τηλ. 263-294. — [529, 682, 685, 707]
